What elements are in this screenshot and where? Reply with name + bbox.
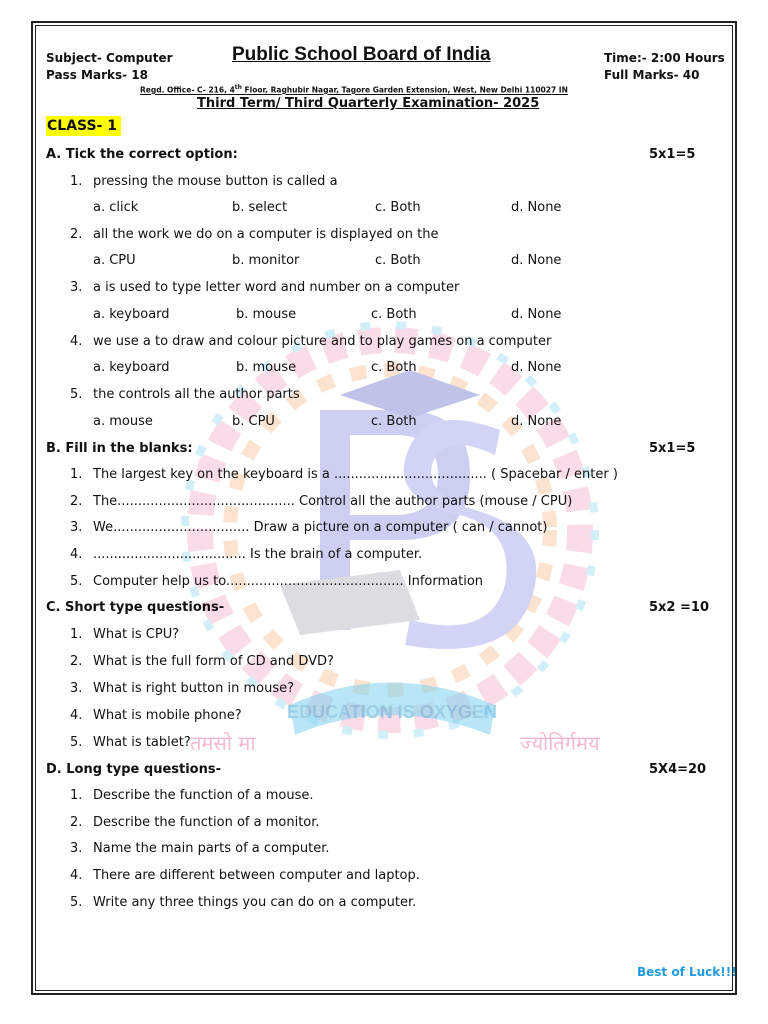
option-b: b. monitor — [232, 253, 300, 268]
section-b-marks: 5x1=5 — [649, 441, 696, 456]
question-text: What is mobile phone? — [93, 708, 242, 723]
option-d: d. None — [511, 360, 562, 375]
section-a-heading: A. Tick the correct option: — [46, 147, 238, 162]
section-c-heading: C. Short type questions- — [46, 600, 225, 615]
exam-title: Third Term/ Third Quarterly Examination- 2025 — [197, 96, 540, 111]
question-number: 5. — [70, 574, 83, 589]
question-text: Describe the function of a monitor. — [93, 815, 320, 830]
motto-text: EDUCATION IS OXYGEN — [287, 702, 497, 722]
option-c: c. Both — [375, 253, 421, 268]
question-text: a is used to type letter word and number on a computer — [93, 280, 460, 295]
question-number: 5. — [70, 735, 83, 750]
option-d: d. None — [511, 414, 562, 429]
question-text: What is tablet? — [93, 735, 191, 750]
question-number: 2. — [70, 654, 83, 669]
question-text: What is the full form of CD and DVD? — [93, 654, 334, 669]
question-number: 1. — [70, 788, 83, 803]
question-text: all the work we do on a computer is displayed on the — [93, 227, 439, 242]
question-text: ..................................... Is the brain of a computer. — [93, 547, 423, 562]
question-number: 5. — [70, 387, 83, 402]
section-c-marks: 5x2 =10 — [649, 600, 709, 615]
option-b: b. CPU — [232, 414, 275, 429]
board-title: Public School Board of India — [232, 44, 491, 65]
question-number: 4. — [70, 547, 83, 562]
question-number: 1. — [70, 467, 83, 482]
office-address: Regd. Office- C- 216, 4th Floor, Raghubir Nagar, Tagore Garden Extension, West, New Delhi 110027 IN — [140, 84, 568, 95]
option-a: a. CPU — [93, 253, 136, 268]
option-c: c. Both — [371, 414, 417, 429]
option-d: d. None — [511, 253, 562, 268]
question-number: 2. — [70, 815, 83, 830]
question-text: Write any three things you can do on a computer. — [93, 895, 417, 910]
question-number: 1. — [70, 627, 83, 642]
option-b: b. mouse — [236, 360, 297, 375]
option-c: c. Both — [375, 200, 421, 215]
question-text: we use a to draw and colour picture and to play games on a computer — [93, 334, 552, 349]
question-number: 4. — [70, 708, 83, 723]
section-a-marks: 5x1=5 — [649, 147, 696, 162]
question-text: There are different between computer and laptop. — [93, 868, 420, 883]
question-number: 3. — [70, 280, 83, 295]
option-a: a. keyboard — [93, 360, 170, 375]
question-text: What is CPU? — [93, 627, 180, 642]
option-c: c. Both — [371, 360, 417, 375]
question-number: 3. — [70, 681, 83, 696]
section-d-marks: 5X4=20 — [649, 762, 707, 777]
question-number: 1. — [70, 174, 83, 189]
question-number: 2. — [70, 227, 83, 242]
option-a: a. click — [93, 200, 139, 215]
question-text: Name the main parts of a computer. — [93, 841, 330, 856]
question-number: 4. — [70, 334, 83, 349]
class-label: CLASS- 1 — [46, 116, 121, 136]
question-number: 2. — [70, 494, 83, 509]
question-number: 5. — [70, 895, 83, 910]
subject-label: Subject- Computer — [46, 51, 173, 65]
option-a: a. keyboard — [93, 307, 170, 322]
question-text: Describe the function of a mouse. — [93, 788, 314, 803]
question-text: What is right button in mouse? — [93, 681, 295, 696]
section-d-heading: D. Long type questions- — [46, 762, 221, 777]
option-d: d. None — [511, 307, 562, 322]
best-of-luck: Best of Luck!!! — [637, 965, 737, 979]
option-b: b. select — [232, 200, 288, 215]
question-number: 3. — [70, 520, 83, 535]
option-d: d. None — [511, 200, 562, 215]
option-b: b. mouse — [236, 307, 297, 322]
full-marks-label: Full Marks- 40 — [604, 68, 700, 82]
question-text: We................................. Draw a picture on a computer ( can / cannot) — [93, 520, 548, 535]
question-text: The largest key on the keyboard is a ..................................... ( Spacebar / enter ) — [93, 467, 618, 482]
time-label: Time:- 2:00 Hours — [604, 51, 725, 65]
option-a: a. mouse — [93, 414, 153, 429]
sanskrit-left: तमसो मा — [190, 731, 256, 755]
question-text: pressing the mouse button is called a — [93, 174, 338, 189]
question-text: Computer help us to........................................... Information — [93, 574, 484, 589]
sanskrit-right: ज्योतिर्गमय — [520, 731, 600, 755]
option-c: c. Both — [371, 307, 417, 322]
pass-marks-label: Pass Marks- 18 — [46, 68, 148, 82]
question-text: the controls all the author parts — [93, 387, 300, 402]
question-text: The........................................... Control all the author parts (mouse / CPU) — [93, 494, 573, 509]
question-number: 4. — [70, 868, 83, 883]
question-number: 3. — [70, 841, 83, 856]
section-b-heading: B. Fill in the blanks: — [46, 441, 193, 456]
